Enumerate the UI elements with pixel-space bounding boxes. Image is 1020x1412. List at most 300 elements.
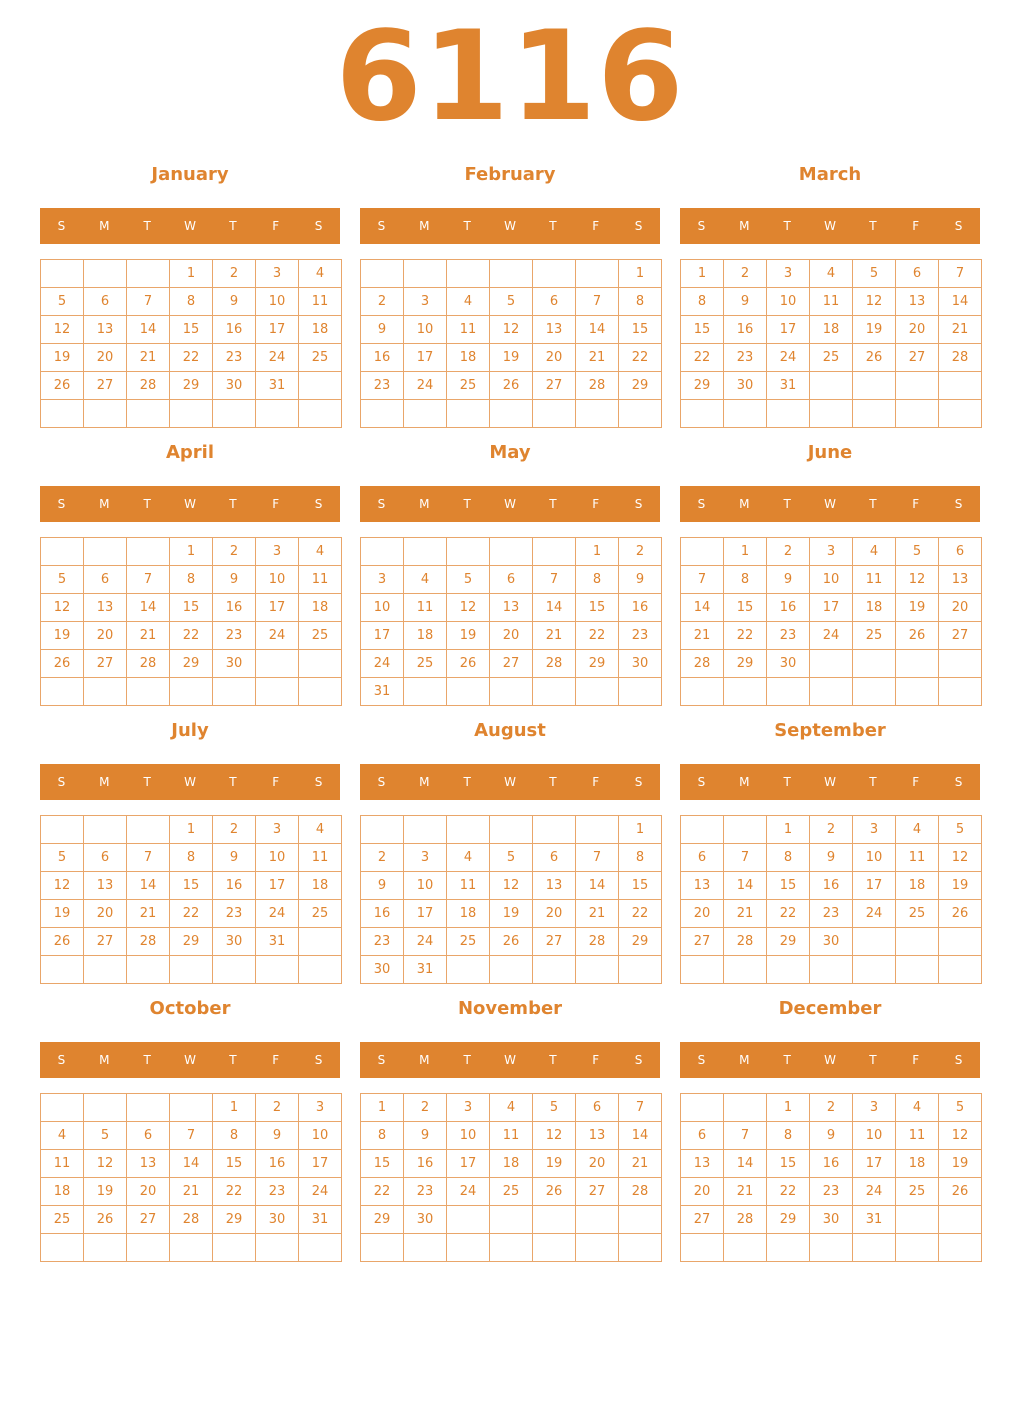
day-cell: 10	[810, 566, 852, 593]
empty-cell	[810, 372, 852, 399]
day-cell: 14	[533, 594, 575, 621]
weekday-label: T	[463, 219, 471, 233]
weekday-label: W	[824, 219, 836, 233]
day-cell: 13	[576, 1122, 618, 1149]
day-cell: 16	[213, 872, 255, 899]
day-cell: 15	[576, 594, 618, 621]
day-cell: 9	[767, 566, 809, 593]
weekday-label: T	[783, 497, 791, 511]
empty-cell	[576, 678, 618, 705]
day-cell: 26	[853, 344, 895, 371]
day-cell: 21	[939, 316, 981, 343]
day-cell: 3	[447, 1094, 489, 1121]
day-cell: 17	[853, 1150, 895, 1177]
empty-cell	[939, 1234, 981, 1261]
empty-cell	[127, 400, 169, 427]
day-cell: 24	[361, 650, 403, 677]
day-cell: 17	[853, 872, 895, 899]
empty-cell	[256, 1234, 298, 1261]
weekday-label: T	[869, 497, 877, 511]
day-cell: 13	[681, 1150, 723, 1177]
day-cell: 24	[299, 1178, 341, 1205]
empty-cell	[681, 1234, 723, 1261]
weekday-label: S	[954, 775, 963, 789]
day-cell: 2	[213, 260, 255, 287]
day-cell: 29	[361, 1206, 403, 1233]
day-cell: 6	[84, 566, 126, 593]
day-cell: 15	[619, 872, 661, 899]
day-cell: 30	[724, 372, 766, 399]
year-title: 6116	[335, 5, 685, 149]
days-grid	[40, 537, 342, 706]
weekday-header	[680, 208, 980, 244]
day-cell: 5	[490, 844, 532, 871]
day-cell: 28	[619, 1178, 661, 1205]
empty-cell	[533, 1206, 575, 1233]
day-cell: 8	[170, 566, 212, 593]
day-cell: 27	[939, 622, 981, 649]
day-cell: 7	[681, 566, 723, 593]
empty-cell	[681, 816, 723, 843]
day-cell: 29	[619, 372, 661, 399]
day-cell: 22	[361, 1178, 403, 1205]
day-cell: 25	[490, 1178, 532, 1205]
weekday-label: T	[783, 775, 791, 789]
day-cell: 12	[853, 288, 895, 315]
day-cell: 5	[533, 1094, 575, 1121]
empty-cell	[490, 956, 532, 983]
day-cell: 23	[213, 344, 255, 371]
day-cell: 27	[127, 1206, 169, 1233]
empty-cell	[84, 678, 126, 705]
day-cell: 1	[213, 1094, 255, 1121]
weekday-label: T	[463, 497, 471, 511]
empty-cell	[533, 400, 575, 427]
day-cell: 17	[361, 622, 403, 649]
day-cell: 30	[361, 956, 403, 983]
days-grid	[40, 1093, 342, 1262]
day-cell: 14	[127, 872, 169, 899]
day-cell: 25	[299, 344, 341, 371]
day-cell: 26	[939, 1178, 981, 1205]
day-cell: 9	[810, 1122, 852, 1149]
day-cell: 19	[41, 622, 83, 649]
day-cell: 18	[299, 594, 341, 621]
empty-cell	[84, 816, 126, 843]
weekday-label: M	[739, 219, 750, 233]
day-cell: 12	[896, 566, 938, 593]
empty-cell	[533, 816, 575, 843]
day-cell: 17	[256, 872, 298, 899]
day-cell: 12	[533, 1122, 575, 1149]
day-cell: 16	[810, 1150, 852, 1177]
weekday-label: T	[229, 775, 237, 789]
weekday-label: S	[377, 219, 386, 233]
day-cell: 20	[681, 1178, 723, 1205]
month-name: December	[778, 998, 882, 1019]
empty-cell	[213, 1234, 255, 1261]
empty-cell	[447, 260, 489, 287]
weekday-label: S	[697, 775, 706, 789]
days-grid	[40, 259, 342, 428]
empty-cell	[490, 1206, 532, 1233]
weekday-label: W	[184, 497, 196, 511]
day-cell: 18	[447, 344, 489, 371]
empty-cell	[896, 372, 938, 399]
day-cell: 7	[533, 566, 575, 593]
day-cell: 5	[853, 260, 895, 287]
day-cell: 2	[619, 538, 661, 565]
day-cell: 9	[404, 1122, 446, 1149]
day-cell: 4	[896, 816, 938, 843]
day-cell: 27	[681, 928, 723, 955]
empty-cell	[939, 650, 981, 677]
day-cell: 7	[127, 844, 169, 871]
day-cell: 4	[490, 1094, 532, 1121]
day-cell: 8	[213, 1122, 255, 1149]
day-cell: 19	[447, 622, 489, 649]
day-cell: 14	[170, 1150, 212, 1177]
empty-cell	[490, 260, 532, 287]
day-cell: 11	[299, 288, 341, 315]
empty-cell	[361, 538, 403, 565]
empty-cell	[810, 400, 852, 427]
day-cell: 30	[213, 928, 255, 955]
weekday-header	[680, 486, 980, 522]
empty-cell	[533, 260, 575, 287]
day-cell: 30	[810, 1206, 852, 1233]
day-cell: 31	[361, 678, 403, 705]
empty-cell	[896, 1206, 938, 1233]
day-cell: 19	[41, 344, 83, 371]
day-cell: 21	[724, 900, 766, 927]
day-cell: 23	[213, 622, 255, 649]
day-cell: 22	[681, 344, 723, 371]
day-cell: 26	[490, 928, 532, 955]
empty-cell	[619, 400, 661, 427]
day-cell: 22	[170, 344, 212, 371]
day-cell: 12	[41, 594, 83, 621]
empty-cell	[41, 956, 83, 983]
day-cell: 21	[127, 622, 169, 649]
days-grid	[360, 1093, 662, 1262]
day-cell: 18	[853, 594, 895, 621]
empty-cell	[533, 956, 575, 983]
day-cell: 28	[681, 650, 723, 677]
weekday-label: W	[504, 219, 516, 233]
empty-cell	[576, 1206, 618, 1233]
day-cell: 2	[810, 816, 852, 843]
day-cell: 18	[404, 622, 446, 649]
empty-cell	[853, 1234, 895, 1261]
day-cell: 15	[619, 316, 661, 343]
day-cell: 29	[170, 372, 212, 399]
day-cell: 8	[361, 1122, 403, 1149]
day-cell: 20	[939, 594, 981, 621]
day-cell: 11	[896, 1122, 938, 1149]
day-cell: 2	[361, 844, 403, 871]
day-cell: 31	[299, 1206, 341, 1233]
empty-cell	[853, 650, 895, 677]
weekday-label: S	[954, 1053, 963, 1067]
empty-cell	[939, 372, 981, 399]
day-cell: 3	[256, 538, 298, 565]
day-cell: 25	[896, 900, 938, 927]
day-cell: 26	[939, 900, 981, 927]
day-cell: 10	[853, 844, 895, 871]
day-cell: 15	[724, 594, 766, 621]
day-cell: 12	[490, 316, 532, 343]
weekday-label: T	[549, 219, 557, 233]
day-cell: 2	[404, 1094, 446, 1121]
weekday-label: T	[783, 219, 791, 233]
day-cell: 12	[41, 872, 83, 899]
empty-cell	[84, 538, 126, 565]
day-cell: 7	[619, 1094, 661, 1121]
empty-cell	[256, 956, 298, 983]
empty-cell	[576, 816, 618, 843]
day-cell: 21	[127, 344, 169, 371]
day-cell: 13	[84, 872, 126, 899]
day-cell: 2	[213, 538, 255, 565]
day-cell: 17	[299, 1150, 341, 1177]
empty-cell	[170, 956, 212, 983]
weekday-label: T	[229, 219, 237, 233]
days-grid	[360, 259, 662, 428]
day-cell: 28	[576, 372, 618, 399]
empty-cell	[447, 538, 489, 565]
day-cell: 13	[939, 566, 981, 593]
empty-cell	[939, 956, 981, 983]
days-grid	[680, 259, 982, 428]
empty-cell	[810, 956, 852, 983]
day-cell: 31	[767, 372, 809, 399]
weekday-label: T	[869, 219, 877, 233]
empty-cell	[853, 956, 895, 983]
day-cell: 12	[41, 316, 83, 343]
day-cell: 3	[767, 260, 809, 287]
weekday-label: M	[739, 497, 750, 511]
empty-cell	[724, 1234, 766, 1261]
day-cell: 18	[896, 1150, 938, 1177]
empty-cell	[170, 678, 212, 705]
day-cell: 29	[724, 650, 766, 677]
weekday-label: W	[824, 775, 836, 789]
day-cell: 16	[213, 594, 255, 621]
empty-cell	[767, 678, 809, 705]
day-cell: 20	[576, 1150, 618, 1177]
day-cell: 27	[681, 1206, 723, 1233]
day-cell: 29	[576, 650, 618, 677]
empty-cell	[619, 678, 661, 705]
day-cell: 2	[213, 816, 255, 843]
day-cell: 13	[127, 1150, 169, 1177]
day-cell: 14	[576, 316, 618, 343]
day-cell: 4	[810, 260, 852, 287]
weekday-label: T	[143, 1053, 151, 1067]
day-cell: 29	[681, 372, 723, 399]
day-cell: 15	[170, 594, 212, 621]
day-cell: 19	[533, 1150, 575, 1177]
day-cell: 6	[576, 1094, 618, 1121]
weekday-label: S	[697, 497, 706, 511]
empty-cell	[447, 678, 489, 705]
day-cell: 7	[127, 288, 169, 315]
day-cell: 5	[41, 844, 83, 871]
weekday-label: F	[272, 497, 280, 511]
month-name: October	[149, 998, 231, 1019]
day-cell: 28	[724, 928, 766, 955]
empty-cell	[810, 1234, 852, 1261]
day-cell: 23	[361, 372, 403, 399]
weekday-label: M	[419, 1053, 430, 1067]
weekday-label: T	[783, 1053, 791, 1067]
day-cell: 10	[256, 566, 298, 593]
month-name: September	[774, 720, 886, 741]
day-cell: 6	[533, 288, 575, 315]
day-cell: 16	[213, 316, 255, 343]
day-cell: 11	[299, 566, 341, 593]
day-cell: 22	[767, 1178, 809, 1205]
day-cell: 20	[681, 900, 723, 927]
empty-cell	[84, 400, 126, 427]
day-cell: 7	[576, 288, 618, 315]
empty-cell	[447, 400, 489, 427]
weekday-label: T	[549, 775, 557, 789]
weekday-label: S	[314, 775, 323, 789]
weekday-label: M	[99, 219, 110, 233]
day-cell: 14	[681, 594, 723, 621]
day-cell: 2	[724, 260, 766, 287]
day-cell: 16	[767, 594, 809, 621]
day-cell: 21	[724, 1178, 766, 1205]
empty-cell	[896, 928, 938, 955]
weekday-label: T	[549, 1053, 557, 1067]
empty-cell	[490, 678, 532, 705]
weekday-label: S	[377, 775, 386, 789]
day-cell: 30	[767, 650, 809, 677]
day-cell: 13	[533, 316, 575, 343]
weekday-label: M	[739, 1053, 750, 1067]
empty-cell	[724, 956, 766, 983]
day-cell: 27	[84, 372, 126, 399]
day-cell: 7	[127, 566, 169, 593]
empty-cell	[576, 400, 618, 427]
day-cell: 26	[533, 1178, 575, 1205]
empty-cell	[896, 956, 938, 983]
day-cell: 30	[213, 650, 255, 677]
day-cell: 19	[490, 900, 532, 927]
weekday-label: M	[99, 1053, 110, 1067]
day-cell: 5	[939, 1094, 981, 1121]
day-cell: 8	[576, 566, 618, 593]
empty-cell	[404, 816, 446, 843]
day-cell: 11	[490, 1122, 532, 1149]
day-cell: 27	[84, 928, 126, 955]
weekday-label: S	[57, 775, 66, 789]
day-cell: 31	[404, 956, 446, 983]
empty-cell	[41, 1094, 83, 1121]
empty-cell	[939, 678, 981, 705]
day-cell: 28	[127, 650, 169, 677]
empty-cell	[404, 678, 446, 705]
empty-cell	[404, 260, 446, 287]
day-cell: 24	[256, 344, 298, 371]
weekday-header	[360, 764, 660, 800]
day-cell: 20	[533, 900, 575, 927]
empty-cell	[576, 1234, 618, 1261]
day-cell: 25	[810, 344, 852, 371]
empty-cell	[767, 956, 809, 983]
day-cell: 22	[576, 622, 618, 649]
day-cell: 28	[170, 1206, 212, 1233]
empty-cell	[533, 538, 575, 565]
day-cell: 1	[170, 538, 212, 565]
day-cell: 11	[853, 566, 895, 593]
empty-cell	[724, 400, 766, 427]
empty-cell	[724, 816, 766, 843]
empty-cell	[361, 816, 403, 843]
day-cell: 14	[724, 872, 766, 899]
day-cell: 25	[299, 622, 341, 649]
day-cell: 12	[84, 1150, 126, 1177]
day-cell: 16	[361, 344, 403, 371]
day-cell: 10	[853, 1122, 895, 1149]
month-name: March	[798, 164, 862, 185]
day-cell: 20	[127, 1178, 169, 1205]
day-cell: 27	[576, 1178, 618, 1205]
day-cell: 14	[619, 1122, 661, 1149]
day-cell: 10	[256, 288, 298, 315]
day-cell: 5	[84, 1122, 126, 1149]
day-cell: 1	[576, 538, 618, 565]
day-cell: 22	[619, 344, 661, 371]
day-cell: 8	[767, 1122, 809, 1149]
day-cell: 12	[447, 594, 489, 621]
day-cell: 22	[170, 622, 212, 649]
day-cell: 17	[447, 1150, 489, 1177]
day-cell: 19	[939, 1150, 981, 1177]
day-cell: 24	[853, 900, 895, 927]
day-cell: 18	[490, 1150, 532, 1177]
day-cell: 20	[84, 344, 126, 371]
month-name: February	[464, 164, 556, 185]
day-cell: 5	[939, 816, 981, 843]
day-cell: 23	[404, 1178, 446, 1205]
weekday-label: M	[419, 219, 430, 233]
day-cell: 25	[41, 1206, 83, 1233]
weekday-label: S	[57, 1053, 66, 1067]
day-cell: 21	[576, 344, 618, 371]
empty-cell	[853, 372, 895, 399]
day-cell: 11	[447, 316, 489, 343]
day-cell: 15	[767, 1150, 809, 1177]
day-cell: 21	[576, 900, 618, 927]
weekday-header	[680, 764, 980, 800]
weekday-header	[680, 1042, 980, 1078]
weekday-label: S	[954, 219, 963, 233]
day-cell: 3	[299, 1094, 341, 1121]
day-cell: 7	[724, 1122, 766, 1149]
day-cell: 5	[41, 566, 83, 593]
day-cell: 21	[619, 1150, 661, 1177]
day-cell: 28	[127, 928, 169, 955]
day-cell: 17	[256, 594, 298, 621]
day-cell: 23	[619, 622, 661, 649]
empty-cell	[490, 538, 532, 565]
month-name: July	[171, 720, 209, 741]
day-cell: 23	[256, 1178, 298, 1205]
